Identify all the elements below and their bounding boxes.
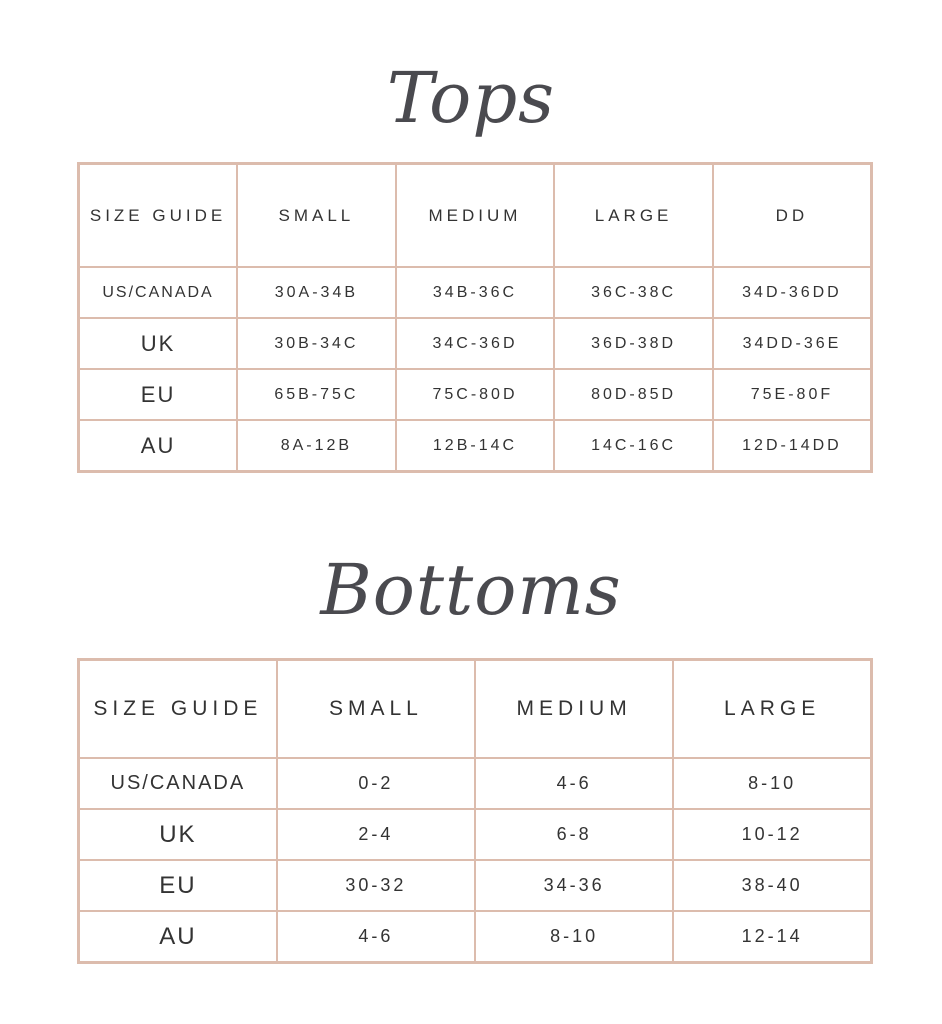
size-value: 12-14	[673, 911, 871, 963]
bottoms-row-au	[79, 911, 872, 963]
tops-header-row	[79, 164, 872, 268]
row-label: AU	[79, 420, 238, 472]
size-value: 12B-14C	[396, 420, 555, 472]
size-value: 38-40	[673, 860, 871, 911]
tops-row-eu	[79, 369, 872, 420]
row-label: US/CANADA	[79, 758, 277, 809]
bottoms-row-uk	[79, 809, 872, 860]
bottoms-section-heading: Bottoms	[320, 549, 622, 631]
size-value: 14C-16C	[554, 420, 713, 472]
size-value: 36D-38D	[554, 318, 713, 369]
size-value: 0-2	[277, 758, 475, 809]
size-value: 4-6	[475, 758, 673, 809]
size-value: 30B-34C	[237, 318, 396, 369]
tops-header-large: LARGE	[554, 164, 713, 268]
size-value: 6-8	[475, 809, 673, 860]
tops-size-table	[77, 162, 873, 473]
size-value: 34D-36DD	[713, 267, 872, 318]
size-value: 2-4	[277, 809, 475, 860]
row-label: UK	[79, 809, 277, 860]
tops-section-heading: Tops	[386, 57, 556, 139]
row-label: EU	[79, 369, 238, 420]
row-label: EU	[79, 860, 277, 911]
bottoms-row-eu	[79, 860, 872, 911]
bottoms-header-medium: MEDIUM	[475, 660, 673, 759]
bottoms-header-size-guide: SIZE GUIDE	[79, 660, 277, 759]
row-label: AU	[79, 911, 277, 963]
bottoms-size-table	[77, 658, 873, 964]
size-value: 75C-80D	[396, 369, 555, 420]
tops-header-dd: DD	[713, 164, 872, 268]
tops-header-size-guide: SIZE GUIDE	[79, 164, 238, 268]
size-value: 34DD-36E	[713, 318, 872, 369]
size-value: 30-32	[277, 860, 475, 911]
size-value: 4-6	[277, 911, 475, 963]
size-value: 75E-80F	[713, 369, 872, 420]
bottoms-header-large: LARGE	[673, 660, 871, 759]
bottoms-header-row	[79, 660, 872, 759]
size-value: 36C-38C	[554, 267, 713, 318]
tops-header-small: SMALL	[237, 164, 396, 268]
size-value: 8-10	[475, 911, 673, 963]
size-value: 10-12	[673, 809, 871, 860]
tops-header-medium: MEDIUM	[396, 164, 555, 268]
tops-row-uk	[79, 318, 872, 369]
tops-row-us-canada	[79, 267, 872, 318]
size-value: 8-10	[673, 758, 871, 809]
size-value: 30A-34B	[237, 267, 396, 318]
row-label: US/CANADA	[79, 267, 238, 318]
size-value: 12D-14DD	[713, 420, 872, 472]
size-value: 65B-75C	[237, 369, 396, 420]
size-value: 80D-85D	[554, 369, 713, 420]
tops-row-au	[79, 420, 872, 472]
row-label: UK	[79, 318, 238, 369]
bottoms-row-us-canada	[79, 758, 872, 809]
size-value: 34-36	[475, 860, 673, 911]
size-value: 34C-36D	[396, 318, 555, 369]
bottoms-header-small: SMALL	[277, 660, 475, 759]
size-value: 8A-12B	[237, 420, 396, 472]
size-value: 34B-36C	[396, 267, 555, 318]
